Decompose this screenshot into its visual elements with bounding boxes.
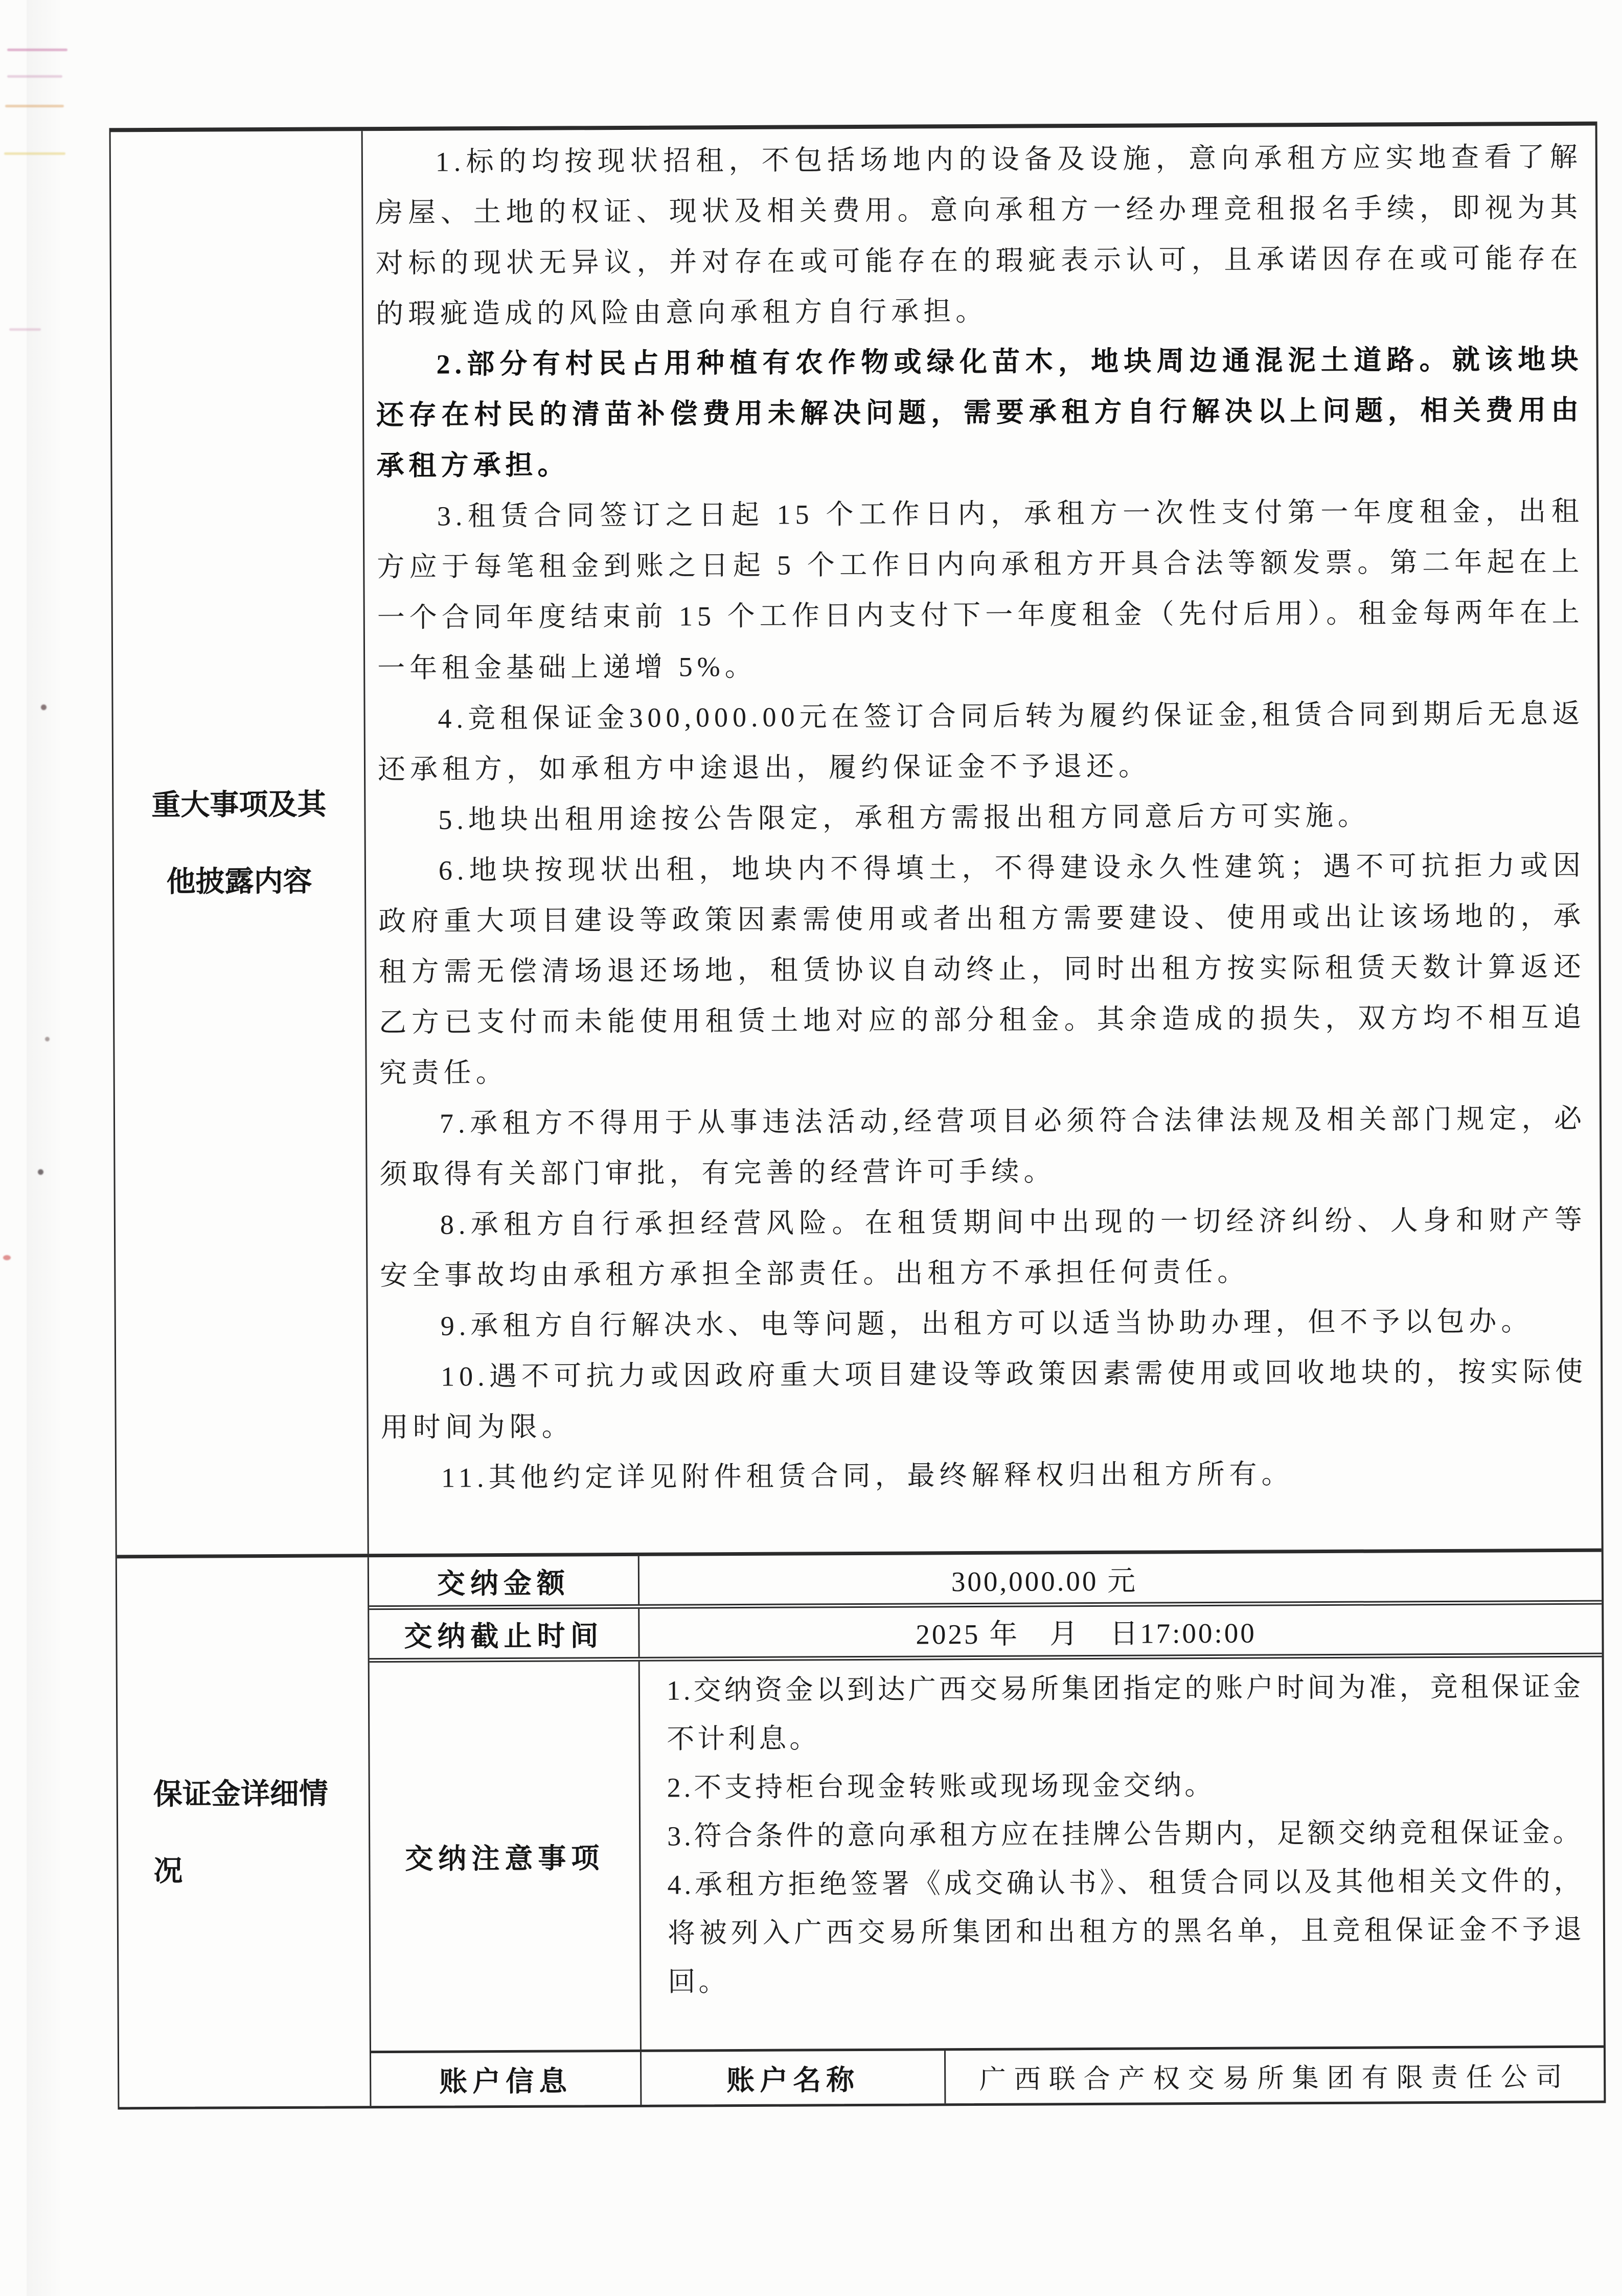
account-name-label: 账户名称: [642, 2051, 946, 2105]
major-disclosure-header-cell: [111, 131, 369, 1555]
scan-speck: [41, 704, 47, 710]
deposit-deadline-row: [369, 1605, 1602, 1663]
disclosure-paragraph: 5.地块出租用途按公告限定，承租方需报出租方同意后方可实施。: [438, 800, 1370, 835]
deposit-section-row: [117, 1552, 1604, 2107]
major-disclosure-row: [111, 126, 1602, 1559]
amount-value: 300,000.00 元: [951, 1565, 1138, 1597]
disclosure-paragraph: 2.部分有村民占用种植有农作物或绿化苗木，地块周边通混泥土道路。就该地块还存在村民的清苗补偿费用未解决问题，需要承租方自行解决以上问题，相关费用由承租方承担。: [376, 344, 1584, 482]
scan-streak: [5, 105, 64, 107]
note-item: 3.符合条件的意向承租方应在挂牌公告期内，足额交纳竞租保证金。: [667, 1816, 1584, 1852]
disclosure-paragraph: 1.标的均按现状招租，不包括场地内的设备及设施，意向承租方应实地查看了解房屋、土地的权证、现状及相关费用。意向承租方一经办理竞租报名手续，即视为其对标的现状无异议，并对存在或可能存在的瑕疵表示认可，且承诺因存在或可能存在的瑕疵造成的风险由意向承租方自行承担。: [375, 141, 1583, 330]
disclosure-paragraph: 11.其他约定详见附件租赁合同，最终解释权归出租方所有。: [441, 1459, 1294, 1493]
disclosure-paragraph: 7.承租方不得用于从事违法活动,经营项目必须符合法律法规及相关部门规定，必须取得有关部门审批，有完善的经营许可手续。: [379, 1103, 1587, 1190]
deposit-account-row: [371, 2048, 1604, 2106]
disclosure-table: [109, 122, 1606, 2110]
scan-streak: [7, 49, 67, 51]
disclosure-paragraph: 10.遇不可抗力或因政府重大项目建设等政策因素需使用或回收地块的，按实际使用时间为限。: [380, 1356, 1588, 1443]
note-item: 1.交纳资金以到达广西交易所集团指定的账户时间为准，竞租保证金不计利息。: [666, 1671, 1584, 1755]
scan-speck: [38, 1169, 43, 1175]
major-disclosure-content: [363, 126, 1602, 1554]
scan-streak: [4, 152, 65, 155]
disclosure-paragraph: 6.地块按现状出租，地块内不得填土，不得建设永久性建筑；遇不可抗拒力或因政府重大项目建设等政策因素需使用或者出租方需要建设、使用或出让该场地的，承租方需无偿清场退还场地，租赁协议自动终止，同时出租方按实际租赁天数计算返还乙方已支付而未能使用租赁土地对应的部分租金。其余造成的损失，双方均不相互追究责任。: [378, 850, 1586, 1089]
disclosure-paragraph: 8.承租方自行承担经营风险。在租赁期间中出现的一切经济纠纷、人身和财产等安全事故均由承租方承担全部责任。出租方不承担任何责任。: [380, 1204, 1587, 1291]
deadline-label: 交纳截止时间: [369, 1609, 639, 1658]
account-info-label: 账户信息: [371, 2052, 642, 2106]
deposit-header-cell: [117, 1557, 372, 2107]
notes-content: [640, 1657, 1604, 2050]
notes-label: 交纳注意事项: [370, 1662, 642, 2051]
scan-speck: [3, 1255, 11, 1260]
deposit-notes-row: [370, 1657, 1604, 2054]
disclosure-paragraph: 4.竞租保证金300,000.00元在签订合同后转为履约保证金,租赁合同到期后无息返还承租方，如承租方中途退出，履约保证金不予退还。: [377, 698, 1585, 785]
scan-edge-shadow: [27, 0, 62, 2296]
scan-streak: [7, 75, 62, 78]
amount-label: 交纳金额: [369, 1556, 639, 1605]
scan-streak: [9, 328, 41, 331]
disclosure-paragraph: 9.承租方自行解决水、电等问题，出租方可以适当协助办理，但不予以包办。: [440, 1306, 1534, 1342]
deposit-amount-row: [369, 1552, 1602, 1610]
major-disclosure-header: 重大事项及其他披露内容: [151, 788, 327, 898]
deadline-value: 2025 年 月 日17:00:00: [916, 1617, 1257, 1650]
deposit-header: 保证金详细情况: [153, 1777, 328, 1888]
note-item: 4.承租方拒绝签署《成交确认书》、租赁合同以及其他相关文件的，将被列入广西交易所集团和出租方的黑名单，且竞租保证金不予退回。: [667, 1865, 1585, 1997]
note-item: 2.不支持柜台现金转账或现场现金交纳。: [667, 1769, 1216, 1803]
account-name-value: 广西联合产权交易所集团有限责任公司: [979, 2062, 1570, 2095]
scan-speck: [45, 1037, 50, 1041]
deposit-subtable: [369, 1552, 1604, 2106]
disclosure-paragraph: 3.租赁合同签订之日起 15 个工作日内，承租方一次性支付第一年度租金，出租方应于每笔租金到账之日起 5 个工作日内向承租方开具合法等额发票。第二年起在上一个合同年度结束前 15 个工作日内支付下一年度租金（先付后用）。租金每两年在上一年租金基础上递增 5%。: [377, 495, 1584, 684]
